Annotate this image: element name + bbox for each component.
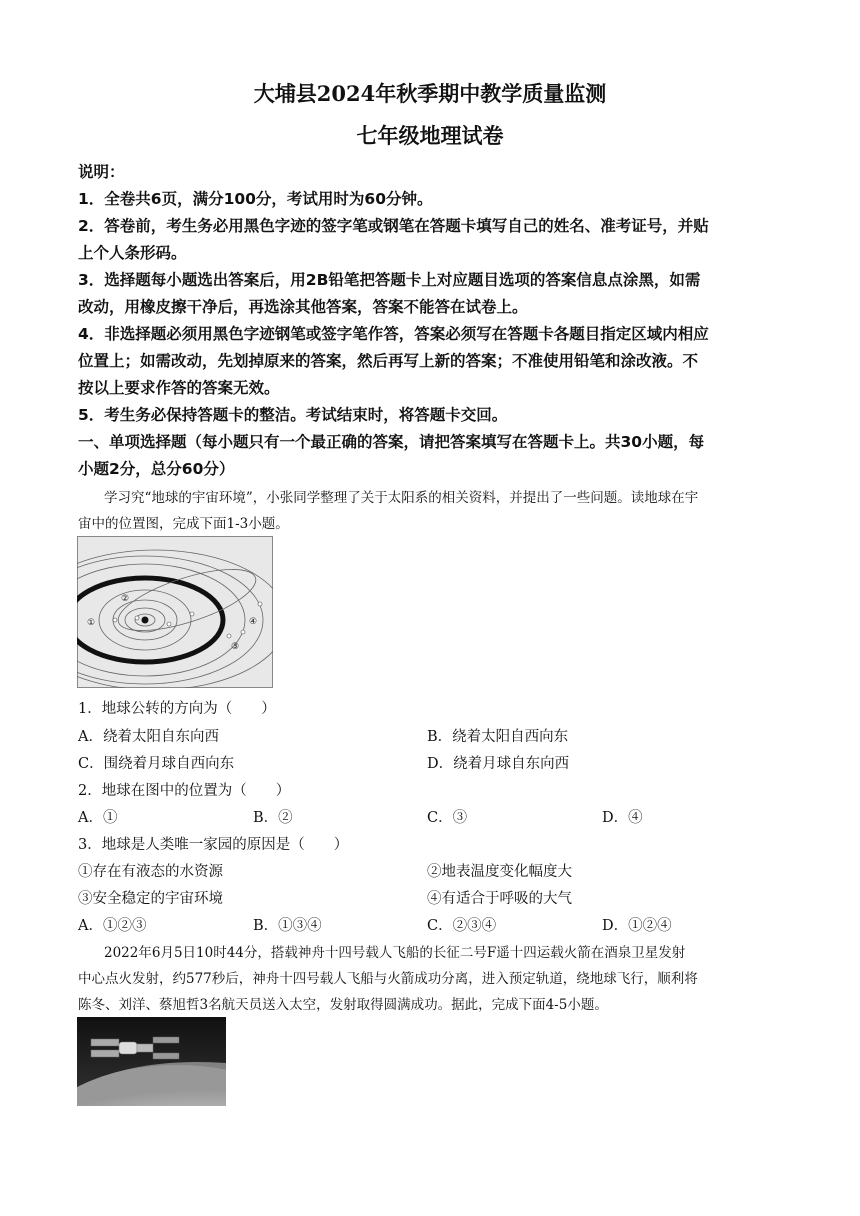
passage-text: 2022年6月5日10时44分，搭载神舟十四号载人飞船的长征二号F遥十四运载火箭在酒泉卫星发射	[104, 945, 686, 961]
passage-text: 中心点火发射，约577秒后，神舟十四号载人飞船与火箭成功分离，进入预定轨道，绕地球飞行，顺利将	[78, 971, 698, 987]
instruction-line: 5．考生务必保持答题卡的整洁。考试结束时，将答题卡交回。	[78, 406, 508, 424]
instruction-line: 位置上；如需改动，先划掉原来的答案，然后再写上新的答案；不准使用铅笔和涂改液。不	[78, 352, 699, 370]
question-option: A．绕着太阳自东向西	[78, 729, 219, 745]
question-option: D．①②④	[602, 918, 672, 934]
question-statement: ①存在有液态的水资源	[78, 864, 223, 880]
question-option: D．④	[602, 810, 643, 826]
figure-label-4: ④	[249, 617, 258, 627]
question-stem: 3．地球是人类唯一家园的原因是（ ）	[78, 837, 349, 853]
question-option: D．绕着月球自东向西	[427, 756, 570, 772]
question-stem: 1．地球公转的方向为（ ）	[78, 701, 276, 717]
instructions-heading: 说明：	[78, 163, 125, 181]
figure-label-3: ③	[231, 642, 240, 652]
instruction-line: 按以上要求作答的答案无效。	[78, 379, 280, 397]
instruction-line: 2．答卷前，考生务必用黑色字迹的签字笔或钢笔在答题卡填写自己的姓名、准考证号，并贴	[78, 217, 709, 235]
passage-text: 陈冬、刘洋、蔡旭哲3名航天员送入太空，发射取得圆满成功。据此，完成下面4-5小题。	[78, 997, 608, 1013]
question-option: B．绕着太阳自西向东	[427, 729, 569, 745]
exam-subtitle: 七年级地理试卷	[356, 123, 504, 148]
question-option: C．围绕着月球自西向东	[78, 756, 235, 772]
section-heading: 小题2分，总分60分）	[78, 460, 235, 478]
instruction-line: 改动，用橡皮擦干净后，再选涂其他答案，答案不能答在试卷上。	[78, 298, 528, 316]
question-option: C．②③④	[427, 918, 497, 934]
question-statement: ③安全稳定的宇宙环境	[78, 891, 223, 907]
question-stem: 2．地球在图中的位置为（ ）	[78, 783, 291, 799]
figure-label-2: ②	[121, 594, 130, 604]
solar-system-figure	[77, 536, 273, 688]
instruction-line: 1．全卷共6页，满分100分，考试用时为60分钟。	[78, 190, 433, 208]
instruction-line: 上个人条形码。	[78, 244, 187, 262]
passage-text: 宙中的位置图，完成下面1-3小题。	[78, 516, 289, 532]
instruction-line: 3．选择题每小题选出答案后，用2B铅笔把答题卡上对应题目选项的答案信息点涂黑，如需	[78, 271, 701, 289]
question-option: B．②	[253, 810, 293, 826]
passage-text: 学习究“地球的宇宙环境”，小张同学整理了关于太阳系的相关资料，并提出了一些问题。读地球在宇	[104, 490, 699, 506]
instruction-line: 4．非选择题必须用黑色字迹钢笔或签字笔作答，答案必须写在答题卡各题目指定区域内相应	[78, 325, 709, 343]
question-statement: ②地表温度变化幅度大	[427, 864, 572, 880]
exam-title: 大埔县2024年秋季期中教学质量监测	[253, 81, 607, 106]
question-option: C．③	[427, 810, 468, 826]
figure-label-1: ①	[87, 618, 96, 628]
question-option: A．①	[78, 810, 118, 826]
spacecraft-photo	[77, 1017, 226, 1106]
question-option: B．①③④	[253, 918, 322, 934]
question-option: A．①②③	[78, 918, 147, 934]
question-statement: ④有适合于呼吸的大气	[427, 891, 572, 907]
section-heading: 一、单项选择题（每小题只有一个最正确的答案，请把答案填写在答题卡上。共30小题，每	[78, 433, 705, 451]
